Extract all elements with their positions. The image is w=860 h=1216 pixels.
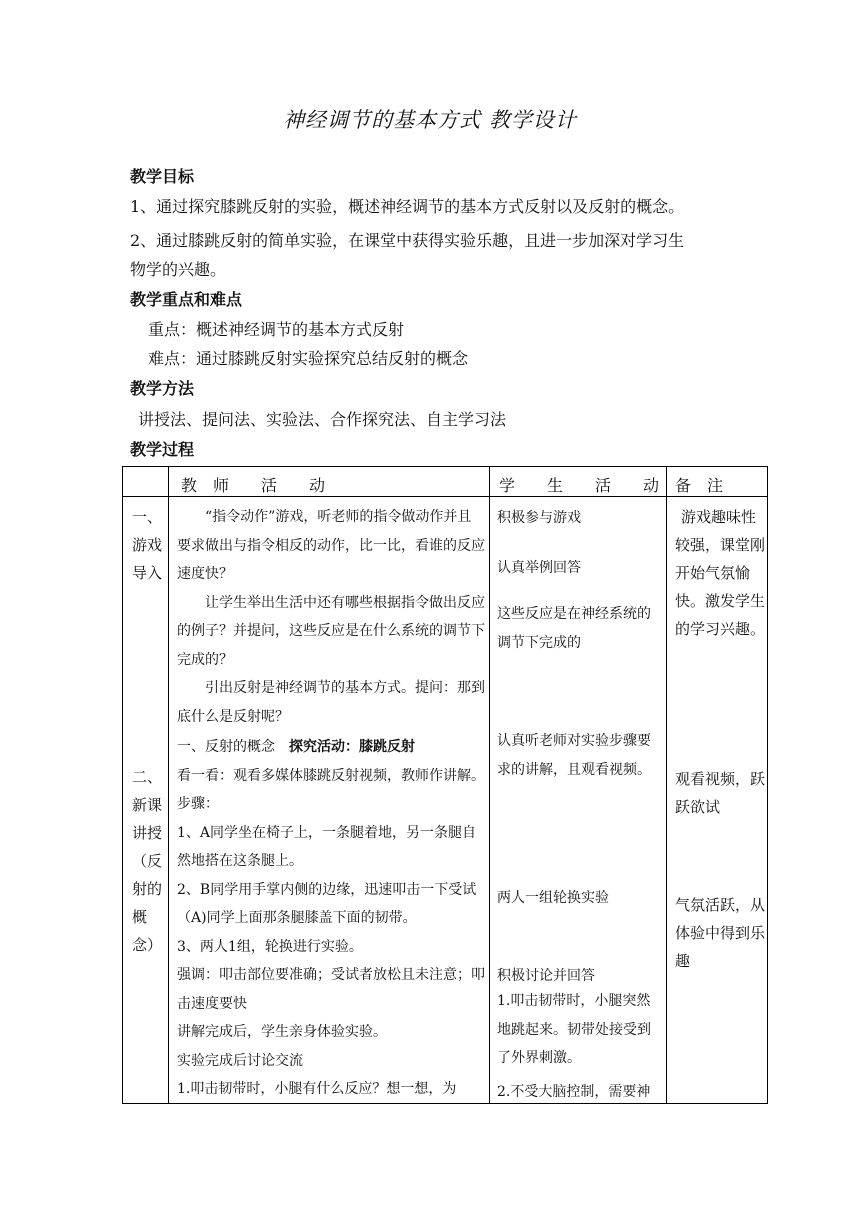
- column-divider: [489, 467, 490, 1103]
- objective-line-3: 物学的兴趣。: [130, 260, 227, 279]
- methods-heading: 教学方法: [130, 379, 195, 398]
- section2-note-2: 气氛活跃，从体验中得到乐趣: [675, 896, 766, 970]
- header-notes: 备 注: [675, 476, 724, 495]
- key-point-focus: 重点：概述神经调节的基本方式反射: [148, 320, 405, 339]
- stage-label-2: 二、 新课 讲授 （反 射的 概 念）: [132, 768, 163, 954]
- header-teacher-activity: 教 师 活 动: [181, 476, 326, 495]
- section2-student-3: 积极讨论并回答: [497, 968, 595, 984]
- header-divider: [123, 496, 767, 497]
- objective-line-1: 1、通过探究膝跳反射的实验，概述神经调节的基本方式反射以及反射的概念。: [130, 197, 685, 216]
- section1-student-3: 这些反应是在神经系统的调节下完成的: [497, 606, 651, 651]
- column-divider: [168, 467, 169, 1103]
- section2-student-4: 1.叩击韧带时，小腿突然地跳起来。韧带处接受到了外界刺激。: [497, 993, 651, 1066]
- section2-student-2: 两人一组轮换实验: [497, 890, 609, 906]
- section2-note-1: 观看视频，跃跃欲试: [675, 770, 766, 816]
- key-points-heading: 教学重点和难点: [130, 290, 243, 309]
- section2-heading: 一、反射的概念 探究活动：膝跳反射: [177, 739, 415, 755]
- section1-notes: 游戏趣味性较强，课堂刚开始气氛愉快。激发学生的学习兴趣。: [675, 508, 766, 638]
- process-heading: 教学过程: [130, 440, 195, 459]
- section2-student-5: 2.不受大脑控制，需要神: [497, 1084, 651, 1100]
- objective-line-2: 2、通过膝跳反射的简单实验，在课堂中获得实验乐趣，且进一步加深对学习生: [130, 231, 685, 250]
- key-point-difficulty: 难点：通过膝跳反射实验探究总结反射的概念: [148, 349, 469, 368]
- column-divider: [666, 467, 667, 1103]
- objectives-heading: 教学目标: [130, 167, 195, 186]
- section1-student-1: 积极参与游戏: [497, 510, 581, 526]
- section1-student-2: 认真举例回答: [497, 560, 581, 576]
- document-title: 神经调节的基本方式 教学设计: [283, 108, 577, 132]
- process-table: [122, 466, 768, 1104]
- stage-label-1: 一、 游戏 导入: [132, 508, 163, 582]
- section1-teacher-activity: “指令动作”游戏，听老师的指令做动作并且要求做出与指令相反的动作，比一比，看谁的反应速度快？ 让学生举出生活中还有哪些根据指令做出反应的例子？并提问，这些反应是在什么系统的调节下完成的？ 引出反射是神经调节的基本方式。提问：那到底什么是反射呢？: [177, 509, 485, 725]
- section2-teacher-activity: 一、反射的概念 探究活动：膝跳反射 看一看：观看多媒体膝跳反射视频，教师作讲解。步骤： 1、A同学坐在椅子上，一条腿着地，另一条腿自然地搭在这条腿上。 2、B同学用手掌内侧的边缘，迅速叩击一下受试（A)同学上面那条腿膝盖下面的韧带。 3、两人1组，轮换进行实验。 强调：叩击部位要准确；受试者放松且未注意；叩击速度要快 讲解完成后，学生亲身体验实验。 实验完成后讨论交流 1.叩击韧带时，小腿有什么反应？想一想，为: [177, 733, 485, 1104]
- methods-text: 讲授法、提问法、实验法、合作探究法、自主学习法: [138, 410, 507, 429]
- section2-student-1: 认真听老师对实验步骤要求的讲解，且观看视频。: [497, 733, 651, 778]
- header-student-activity: 学 生 活 动: [499, 476, 660, 495]
